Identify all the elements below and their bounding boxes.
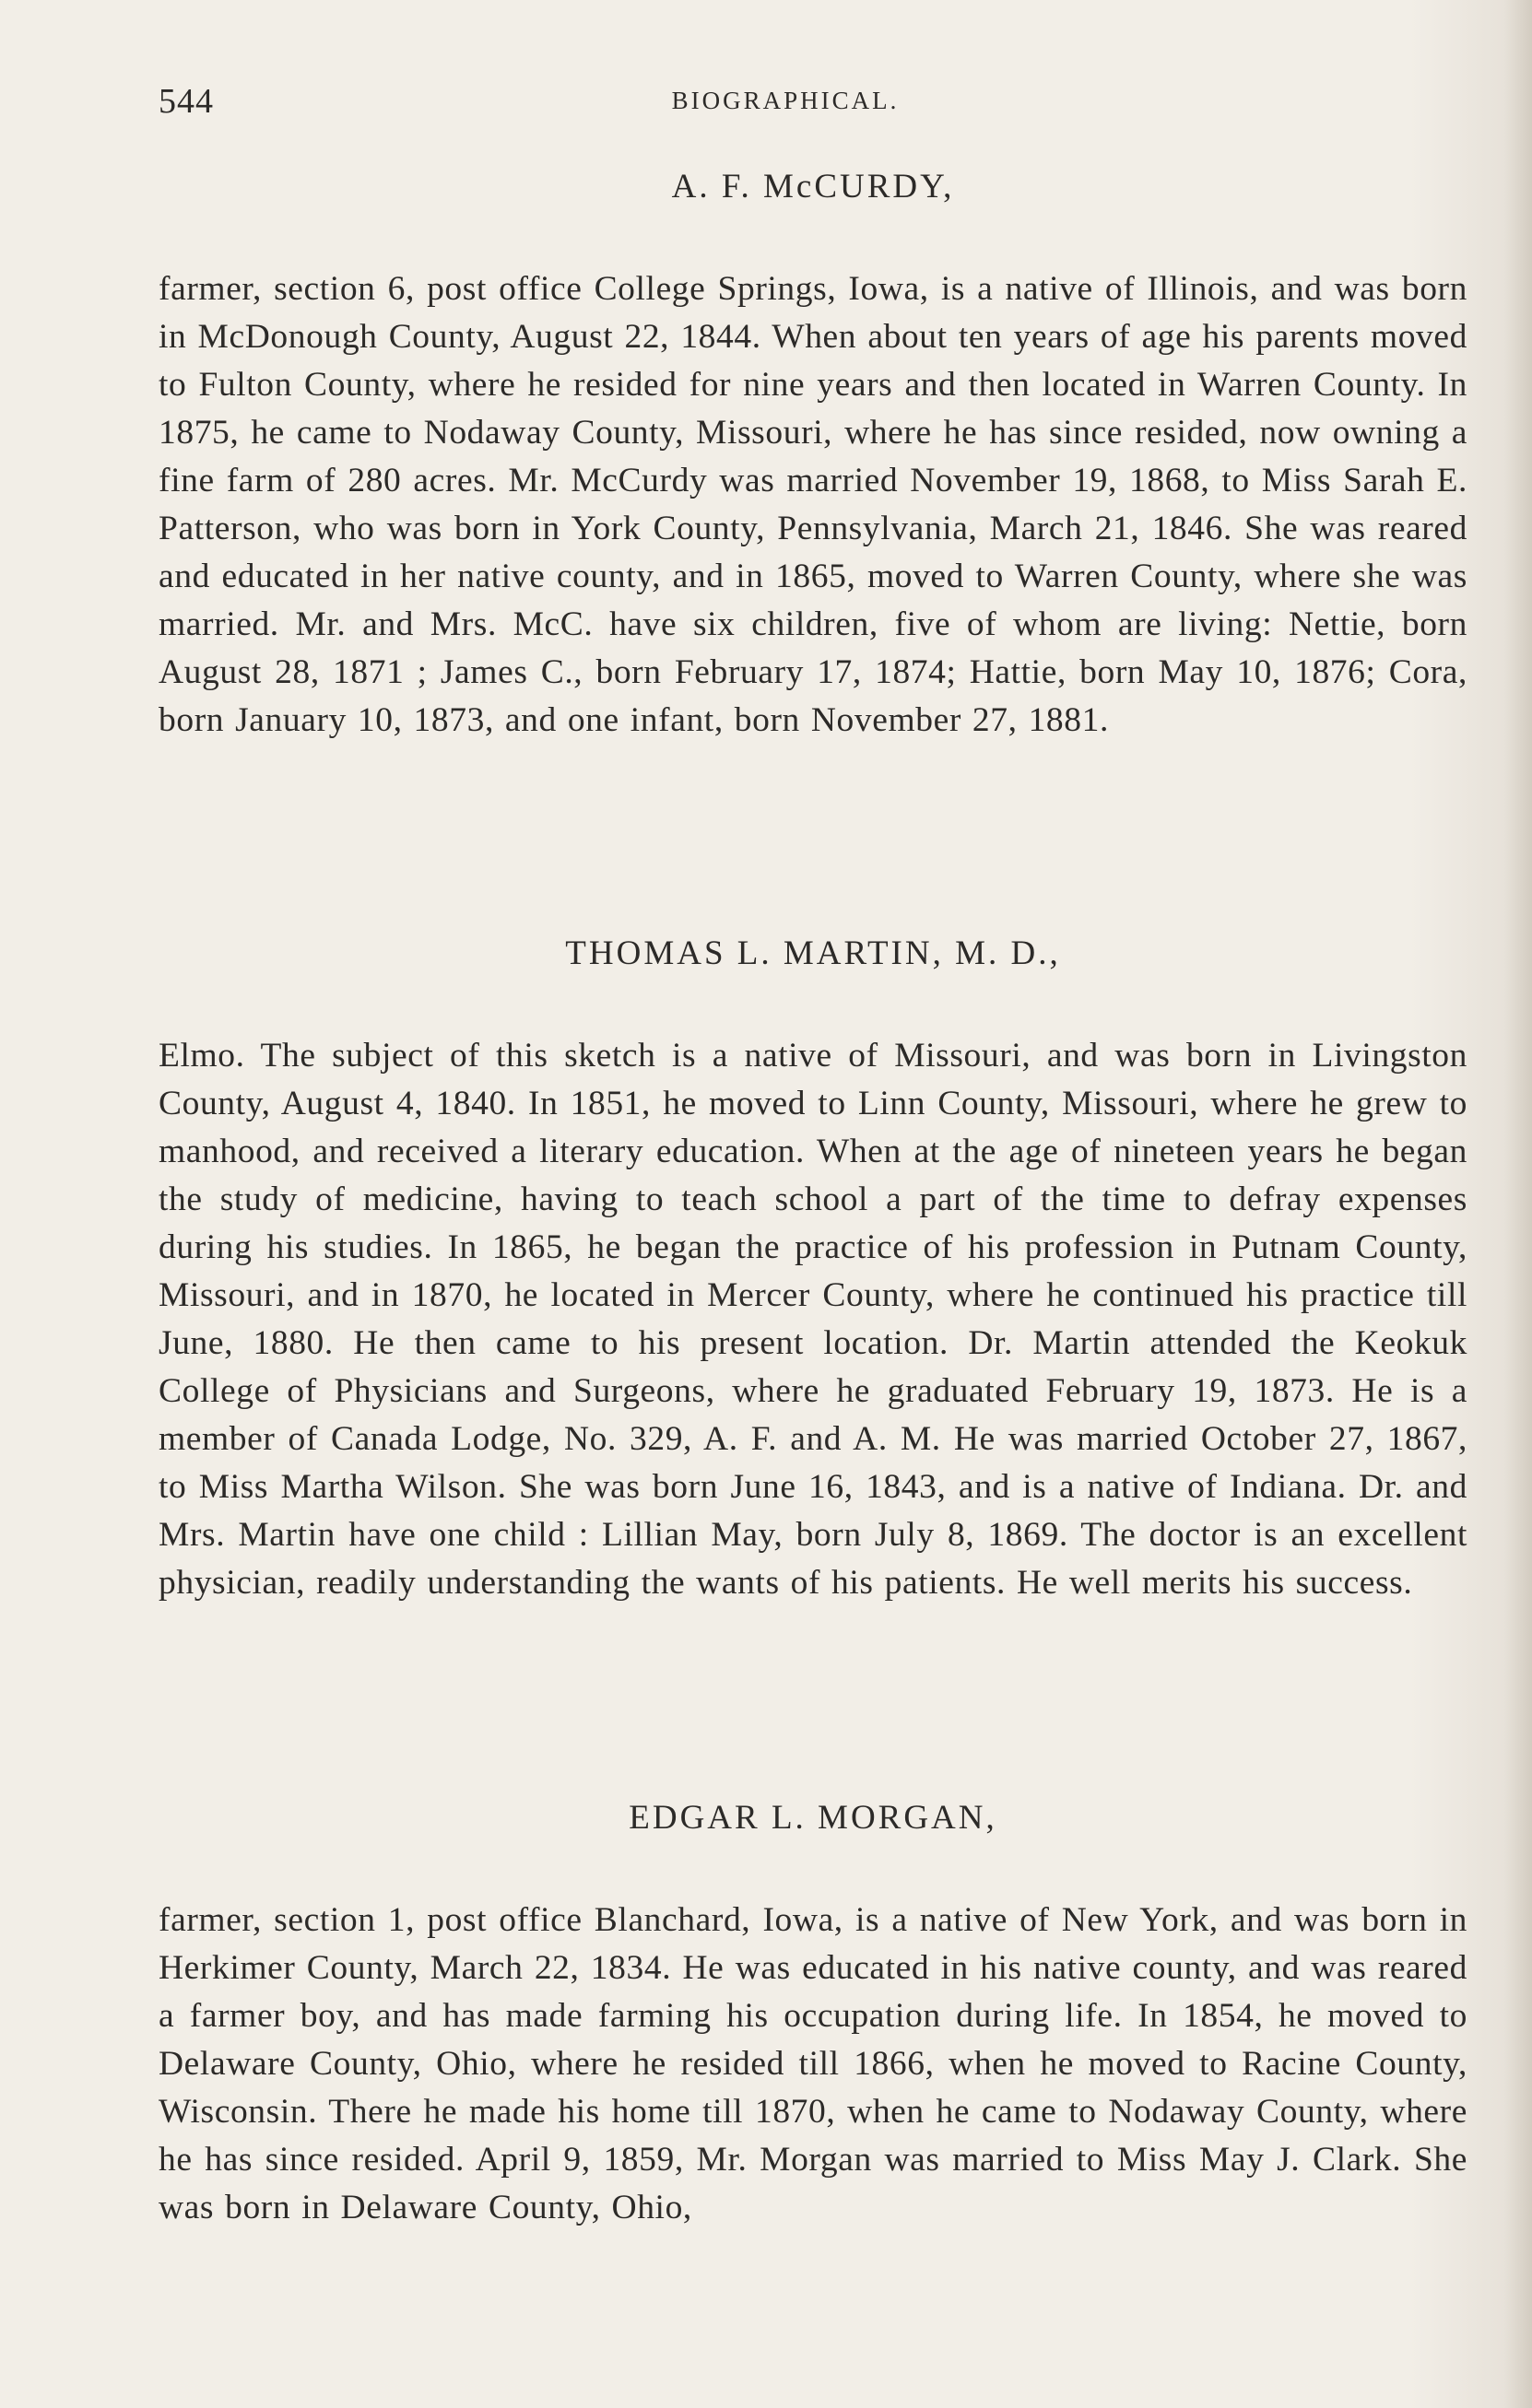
biography-entry-martin bbox=[159, 931, 1467, 1607]
entry-heading: EDGAR L. MORGAN, bbox=[629, 1799, 997, 1837]
page-edge-shadow bbox=[1504, 0, 1532, 2408]
entry-heading: THOMAS L. MARTIN, M. D., bbox=[565, 934, 1061, 972]
entry-body: Elmo. The subject of this sketch is a native of Missouri, and was born in Livingston County, August 4, 1840. In 1851, he moved to Linn County, Missouri, where he grew to manhood, and received a literary education. When at the age of nineteen years he began the study of medicine, having to teach school a part of the time to defray expenses during his studies. In 1865, he began the practice of his profession in Putnam County, Missouri, and in 1870, he located in Mercer County, where he continued his practice till June, 1880. He then came to his present location. Dr. Martin attended the Keokuk College of Physicians and Surgeons, where he graduated February 19, 1873. He is a member of Canada Lodge, No. 329, A. F. and A. M. He was married October 27, 1867, to Miss Martha Wilson. She was born June 16, 1843, and is a native of Indiana. Dr. and Mrs. Martin have one child : Lillian May, born July 8, 1869. The doctor is an excellent physician, readily understanding the wants of his patients. He well merits his success. bbox=[159, 1037, 1467, 1602]
entry-body: farmer, section 6, post office College Springs, Iowa, is a native of Illinois, and was born in McDonough County, August 22, 1844. When about ten years of age his parents moved to Fulton County, where he resided for nine years and then located in Warren County. In 1875, he came to Nodaway County, Missouri, where he has since resided, now owning a fine farm of 280 acres. Mr. McCurdy was married November 19, 1868, to Miss Sarah E. Patterson, who was born in York County, Pennsylvania, March 21, 1846. She was reared and educated in her native county, and in 1865, moved to Warren County, where she was married. Mr. and Mrs. McC. have six children, five of whom are living: Nettie, born August 28, 1871 ; James C., born February 17, 1874; Hattie, born May 10, 1876; Cora, born January 10, 1873, and one infant, born November 27, 1881. bbox=[159, 270, 1467, 739]
running-title: BIOGRAPHICAL. bbox=[671, 87, 900, 114]
biography-entry-morgan bbox=[159, 1795, 1467, 2232]
page-number: 544 bbox=[159, 82, 214, 121]
biography-entry-mccurdy bbox=[159, 164, 1467, 745]
entry-body: farmer, section 1, post office Blanchard, Iowa, is a native of New York, and was born in Herkimer County, March 22, 1834. He was educated in his native county, and was reared a farmer boy, and has made farming his occupation during life. In 1854, he moved to Delaware County, Ohio, where he resided till 1866, when he moved to Racine County, Wisconsin. There he made his home till 1870, when he came to Nodaway County, where he has since resided. April 9, 1859, Mr. Morgan was married to Miss May J. Clark. She was born in Delaware County, Ohio, bbox=[159, 1901, 1467, 2226]
running-head bbox=[159, 81, 1467, 127]
entry-heading: A. F. McCURDY, bbox=[671, 168, 955, 206]
